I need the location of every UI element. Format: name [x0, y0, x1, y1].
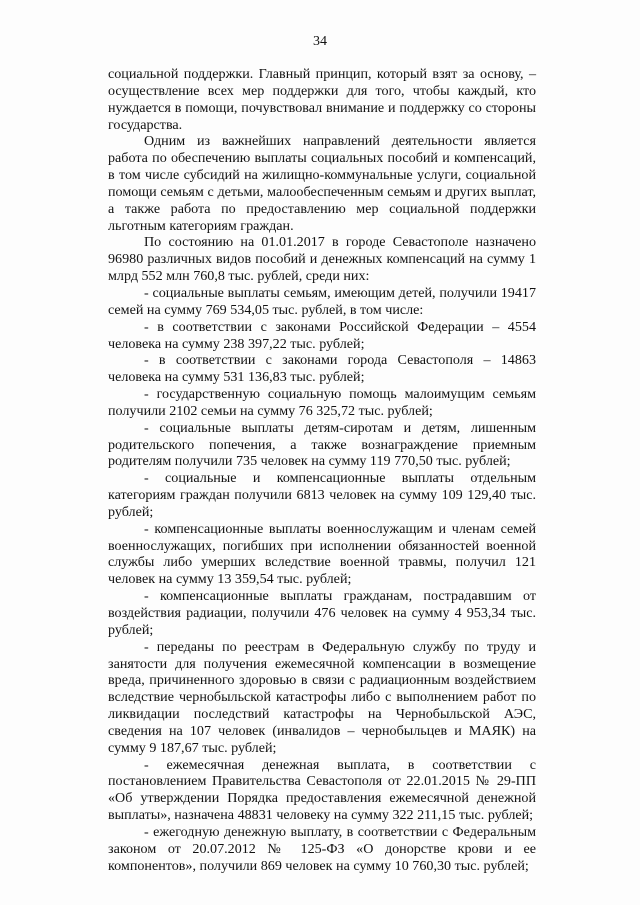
list-item: - социальные и компенсационные выплаты отдельным категориям граждан получили 6813 человек на сумму 109 129,40 тыс. рублей; — [108, 470, 536, 520]
paragraph: По состоянию на 01.01.2017 в городе Севастополе назначено 96980 различных видов пособий и денежных компенсаций на сумму 1 млрд 552 млн 760,8 тыс. рублей, среди них: — [108, 234, 536, 285]
page-number: 34 — [313, 34, 327, 49]
list-item: - в соответствии с законами Российской Федерации – 4554 человека на сумму 238 397,22 тыс. рублей; — [108, 318, 536, 352]
list-item: - компенсационные выплаты гражданам, пострадавшим от воздействия радиации, получили 476 человек на сумму 4 953,34 тыс. рублей; — [108, 588, 536, 638]
list-item: - переданы по реестрам в Федеральную службу по труду и занятости для получения ежемесячной компенсации в возмещение вреда, причиненного здоровью в связи с радиационным воздействием вследствие чернобыльской катастрофы либо с выполнением работ по ликвидации последствий катастрофы на Чернобыльской АЭС, сведения на 107 человек (инвалидов – чернобыльцев и МАЯК) на сумму 9 187,67 тыс. рублей; — [108, 638, 536, 756]
body-text — [108, 66, 536, 875]
list-item: - в соответствии с законами города Севастополя – 14863 человека на сумму 531 136,83 тыс. рублей; — [108, 352, 536, 386]
list-item: - ежегодную денежную выплату, в соответствии с Федеральным законом от 20.07.2012 № 125-ФЗ «О донорстве крови и ее компонентов», получили 869 человек на сумму 10 760,30 тыс. рублей; — [108, 823, 536, 874]
list-item: - компенсационные выплаты военнослужащим и членам семей военнослужащих, погибших при исполнении обязанностей военной службы либо умерших вследствие военной травмы, получил 121 человек на сумму 13 359,54 тыс. рублей; — [108, 520, 536, 588]
list-item: - государственную социальную помощь малоимущим семьям получили 2102 семьи на сумму 76 325,72 тыс. рублей; — [108, 386, 536, 419]
list-item: - социальные выплаты семьям, имеющим детей, получили 19417 семей на сумму 769 534,05 тыс. рублей, в том числе: — [108, 284, 536, 318]
paragraph: Одним из важнейших направлений деятельности является работа по обеспечению выплаты социальных пособий и компенсаций, в том числе субсидий на жилищно-коммунальные услуги, социальной помощи семьям с детьми, малообеспеченным семьям и других выплат, а также работа по предоставлению мер социальной поддержки льготным категориям граждан. — [108, 133, 536, 234]
list-item: - социальные выплаты детям-сиротам и детям, лишенным родительского попечения, а также вознаграждение приемным родителям получили 735 человек на сумму 119 770,50 тыс. рублей; — [108, 419, 536, 470]
list-item: - ежемесячная денежная выплата, в соответствии с постановлением Правительства Севастополя от 22.01.2015 № 29-ПП «Об утверждении Порядка предоставления ежемесячной денежной выплаты», назначена 48831 человеку на сумму 322 211,15 тыс. рублей; — [108, 756, 536, 824]
paragraph: социальной поддержки. Главный принцип, который взят за основу, – осуществление всех мер поддержки для того, чтобы каждый, кто нуждается в помощи, почувствовал внимание и поддержку со стороны государства. — [108, 66, 536, 133]
